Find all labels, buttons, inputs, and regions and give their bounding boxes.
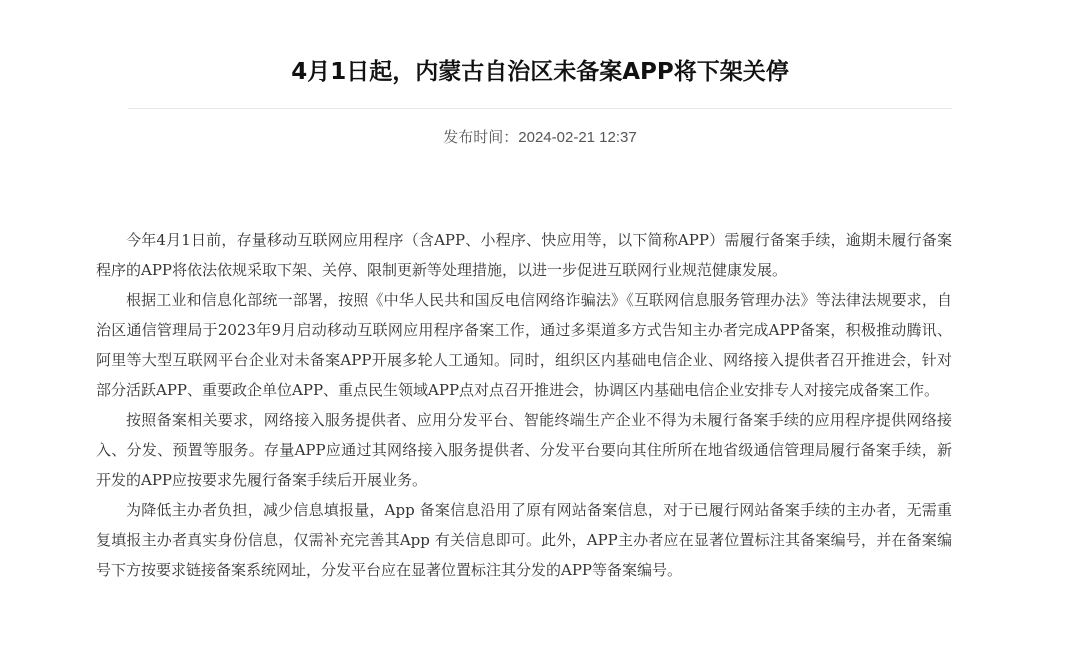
title-divider: [128, 108, 952, 109]
paragraph: 今年4月1日前，存量移动互联网应用程序（含APP、小程序、快应用等，以下简称APP）需履行备案手续，逾期未履行备案程序的APP将依法依规采取下架、关停、限制更新等处理措施，以进一步促进互联网行业规范健康发展。: [96, 231, 952, 279]
publish-label: 发布时间：: [443, 129, 519, 146]
article-title: 4月1日起，内蒙古自治区未备案APP将下架关停: [291, 59, 789, 85]
paragraph: 根据工业和信息化部统一部署，按照《中华人民共和国反电信网络诈骗法》《互联网信息服务管理办法》等法律法规要求，自治区通信管理局于2023年9月启动移动互联网应用程序备案工作，通过多渠道多方式告知主办者完成APP备案，积极推动腾讯、阿里等大型互联网平台企业对未备案APP开展多轮人工通知。同时，组织区内基础电信企业、网络接入提供者召开推进会，针对部分活跃APP、重要政企单位APP、重点民生领域APP点对点召开推进会，协调区内基础电信企业安排专人对接完成备案工作。: [96, 291, 952, 399]
paragraph: 为降低主办者负担，减少信息填报量，App 备案信息沿用了原有网站备案信息，对于已履行网站备案手续的主办者，无需重复填报主办者真实身份信息，仅需补充完善其App 有关信息即可。此外，APP主办者应在显著位置标注其备案编号，并在备案编号下方按要求链接备案系统网址，分发平台应在显著位置标注其分发的APP等备案编号。: [96, 501, 952, 579]
publish-time: 2024-02-21 12:37: [518, 129, 637, 146]
article-body: [96, 225, 952, 585]
publish-info: [0, 126, 1080, 150]
paragraph: 按照备案相关要求，网络接入服务提供者、应用分发平台、智能终端生产企业不得为未履行备案手续的应用程序提供网络接入、分发、预置等服务。存量APP应通过其网络接入服务提供者、分发平台要向其住所所在地省级通信管理局履行备案手续，新开发的APP应按要求先履行备案手续后开展业务。: [96, 411, 952, 489]
